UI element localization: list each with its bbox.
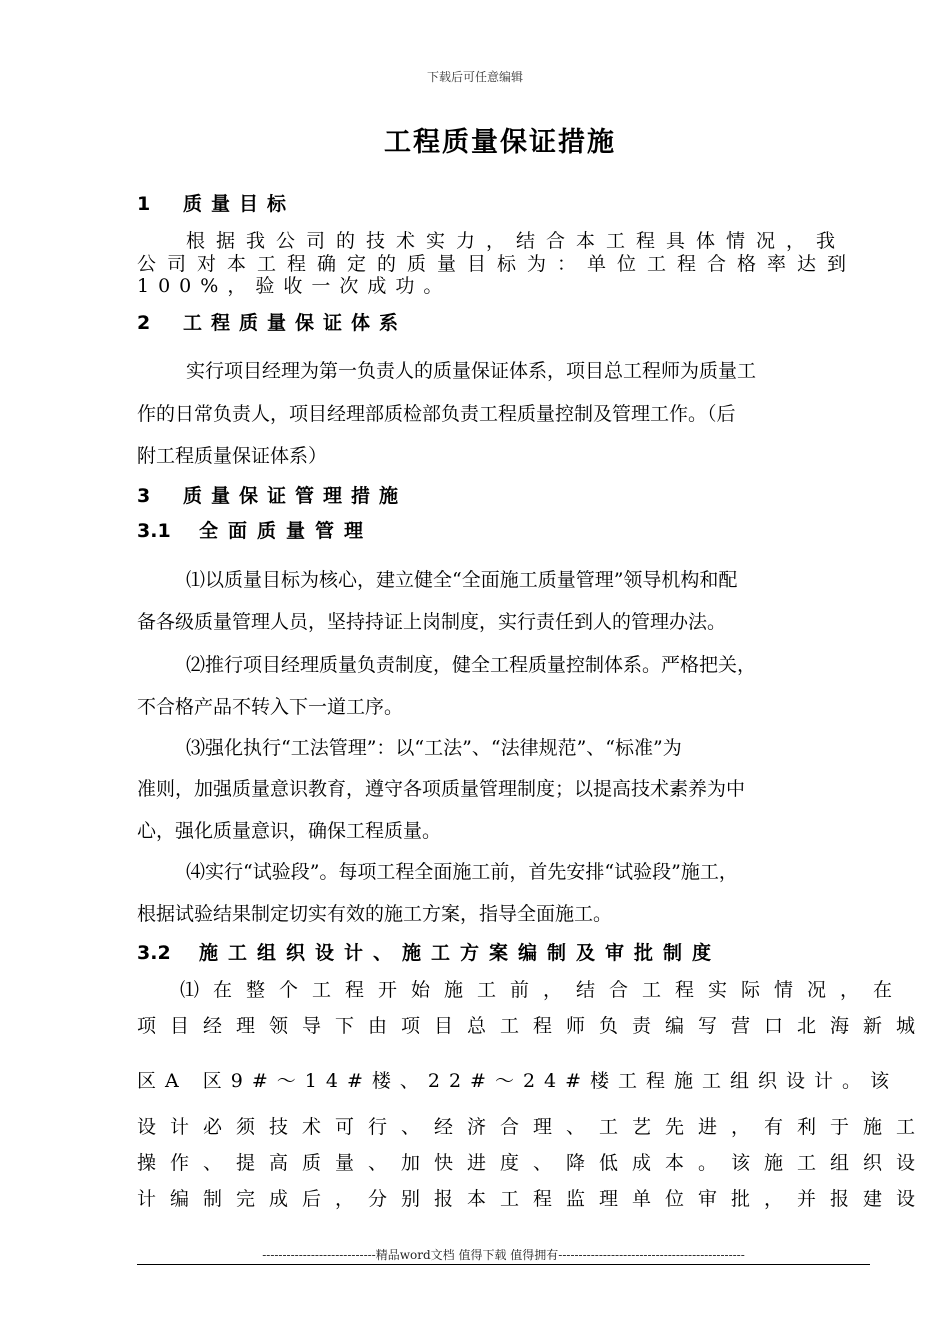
section-number: 3.2 [137, 942, 171, 964]
paragraph-line: 根据试验结果制定切实有效的施工方案，指导全面施工。 [137, 903, 613, 925]
section-2-heading [137, 308, 407, 335]
paragraph-line: 不合格产品不转入下一道工序。 [137, 696, 404, 718]
paragraph-line: 公司对本工程确定的质量目标为：单位工程合格率达到 [137, 253, 858, 275]
footer-divider [137, 1264, 870, 1265]
section-3-1-heading [137, 516, 373, 543]
paragraph-line: 项目经理领导下由项目总工程师负责编写营口北海新城 [137, 1015, 930, 1037]
section-number: 1 [137, 193, 151, 215]
paragraph-line: 准则，加强质量意识教育，遵守各项质量管理制度；以提高技术素养为中 [137, 778, 746, 800]
paragraph-line: 根据我公司的技术实力，结合本工程具体情况，我 [186, 230, 847, 252]
section-title: 质量保证管理措施 [183, 485, 408, 507]
paragraph-line: 设计必须技术可行、经济合理、工艺先进，有利于施工 [137, 1116, 930, 1138]
paragraph-line: 计编制完成后，分别报本工程监理单位审批，并报建设 [137, 1188, 930, 1210]
paragraph-line: ⑶强化执行“工法管理”：以“工法”、“法律规范”、“标准”为 [186, 737, 682, 759]
section-title: 工程质量保证体系 [183, 312, 408, 334]
section-3-2-heading [137, 938, 721, 965]
header-note: 下载后可任意编辑 [426, 70, 523, 84]
section-number: 3.1 [137, 520, 171, 542]
paragraph-line: ⑴以质量目标为核心，建立健全“全面施工质量管理”领导机构和配 [186, 569, 738, 591]
section-1-heading [137, 189, 295, 216]
paragraph-line: ⑴在整个工程开始施工前，结合工程实际情况，在 [180, 979, 907, 1001]
paragraph-line: 实行项目经理为第一负责人的质量保证体系，项目总工程师为质量工 [186, 360, 757, 382]
document-title: 工程质量保证措施 [384, 127, 616, 158]
section-number: 3 [137, 485, 151, 507]
paragraph-line: ⑷实行“试验段”。每项工程全面施工前，首先安排“试验段”施工， [186, 861, 738, 883]
paragraph-line: 区A 区9#～14#楼、22#～24#楼工程施工组织设计。该 [137, 1070, 899, 1092]
footer-watermark-text: ----------------------------精品word文档 值得下载 值得拥有---------------------------------------------- [262, 1248, 745, 1262]
paragraph-line: 操作、提高质量、加快进度、降低成本。该施工组织设 [137, 1152, 930, 1174]
paragraph-line: 心，强化质量意识，确保工程质量。 [137, 820, 442, 842]
paragraph-line: 附工程质量保证体系） [137, 445, 328, 467]
paragraph-line: 100%，验收一次成功。 [137, 275, 452, 297]
paragraph-line: 作的日常负责人，项目经理部质检部负责工程质量控制及管理工作。（后 [137, 403, 736, 425]
section-title: 施工组织设计、施工方案编制及审批制度 [199, 942, 722, 964]
paragraph-line: ⑵推行项目经理质量负责制度，健全工程质量控制体系。严格把关， [186, 654, 757, 676]
section-title: 全面质量管理 [199, 520, 374, 542]
paragraph-line: 备各级质量管理人员，坚持持证上岗制度，实行责任到人的管理办法。 [137, 611, 727, 633]
section-title: 质量目标 [183, 193, 296, 215]
section-3-heading [137, 481, 407, 508]
section-number: 2 [137, 312, 151, 334]
